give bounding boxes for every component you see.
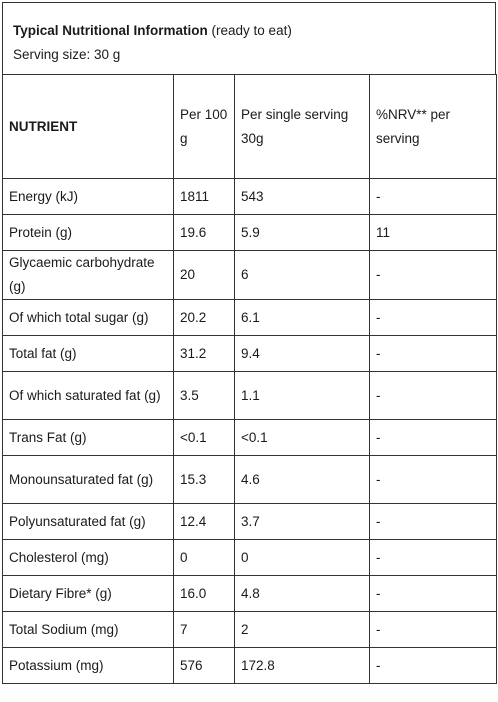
per-100g-cell: <0.1	[174, 420, 235, 456]
nutrient-cell: Cholesterol (mg)	[3, 540, 174, 576]
table-row	[3, 576, 497, 612]
table-row	[3, 372, 497, 420]
nrv-cell: -	[370, 179, 497, 215]
per-serving-cell: 3.7	[235, 504, 370, 540]
table-row	[3, 336, 497, 372]
nrv-cell: -	[370, 251, 497, 300]
nrv-cell: 11	[370, 215, 497, 251]
header-nutrient: NUTRIENT	[3, 75, 174, 179]
title-suffix: (ready to eat)	[211, 23, 292, 38]
per-serving-cell: 4.8	[235, 576, 370, 612]
nrv-cell: -	[370, 372, 497, 420]
per-100g-cell: 0	[174, 540, 235, 576]
nutrient-cell: Total Sodium (mg)	[3, 612, 174, 648]
nutrient-cell: Protein (g)	[3, 215, 174, 251]
table-row	[3, 540, 497, 576]
nrv-cell: -	[370, 612, 497, 648]
table-row	[3, 648, 497, 684]
nrv-cell: -	[370, 576, 497, 612]
per-serving-cell: 2	[235, 612, 370, 648]
nutrient-cell: Of which saturated fat (g)	[3, 372, 174, 420]
table-row	[3, 251, 497, 300]
nrv-cell: -	[370, 540, 497, 576]
nutrition-panel	[2, 2, 496, 684]
nrv-cell: -	[370, 336, 497, 372]
nutrient-cell: Total fat (g)	[3, 336, 174, 372]
per-serving-cell: 6	[235, 251, 370, 300]
per-serving-cell: 1.1	[235, 372, 370, 420]
table-row	[3, 300, 497, 336]
per-serving-cell: 0	[235, 540, 370, 576]
nutrient-cell: Energy (kJ)	[3, 179, 174, 215]
header-title-line	[13, 19, 485, 43]
per-100g-cell: 1811	[174, 179, 235, 215]
per-100g-cell: 31.2	[174, 336, 235, 372]
table-row	[3, 179, 497, 215]
table-title: Typical Nutritional Information	[13, 23, 208, 38]
per-100g-cell: 20.2	[174, 300, 235, 336]
nutrient-cell: Dietary Fibre* (g)	[3, 576, 174, 612]
nutrient-cell: Trans Fat (g)	[3, 420, 174, 456]
per-100g-cell: 20	[174, 251, 235, 300]
per-serving-cell: 6.1	[235, 300, 370, 336]
per-serving-cell: 172.8	[235, 648, 370, 684]
nrv-cell: -	[370, 420, 497, 456]
table-header-row	[3, 75, 497, 179]
per-100g-cell: 15.3	[174, 456, 235, 504]
header-per-serving: Per single serving 30g	[235, 75, 370, 179]
per-serving-cell: 9.4	[235, 336, 370, 372]
per-100g-cell: 16.0	[174, 576, 235, 612]
per-serving-cell: 4.6	[235, 456, 370, 504]
per-serving-cell: <0.1	[235, 420, 370, 456]
table-row	[3, 456, 497, 504]
per-100g-cell: 7	[174, 612, 235, 648]
nutrient-cell: Potassium (mg)	[3, 648, 174, 684]
table-row	[3, 215, 497, 251]
nrv-cell: -	[370, 456, 497, 504]
nrv-cell: -	[370, 648, 497, 684]
header-per-100g: Per 100 g	[174, 75, 235, 179]
table-row	[3, 612, 497, 648]
per-serving-cell: 543	[235, 179, 370, 215]
nutrient-cell: Polyunsaturated fat (g)	[3, 504, 174, 540]
nutrient-cell: Glycaemic carbohydrate (g)	[3, 251, 174, 300]
per-100g-cell: 12.4	[174, 504, 235, 540]
nutrition-table	[2, 74, 497, 684]
header-nrv: %NRV** per serving	[370, 75, 497, 179]
nrv-cell: -	[370, 300, 497, 336]
table-row	[3, 420, 497, 456]
nutrient-cell: Of which total sugar (g)	[3, 300, 174, 336]
nrv-cell: -	[370, 504, 497, 540]
nutrient-cell: Monounsaturated fat (g)	[3, 456, 174, 504]
per-serving-cell: 5.9	[235, 215, 370, 251]
per-100g-cell: 576	[174, 648, 235, 684]
nutrition-header	[2, 2, 496, 74]
table-row	[3, 504, 497, 540]
per-100g-cell: 3.5	[174, 372, 235, 420]
serving-size: Serving size: 30 g	[13, 47, 121, 62]
per-100g-cell: 19.6	[174, 215, 235, 251]
